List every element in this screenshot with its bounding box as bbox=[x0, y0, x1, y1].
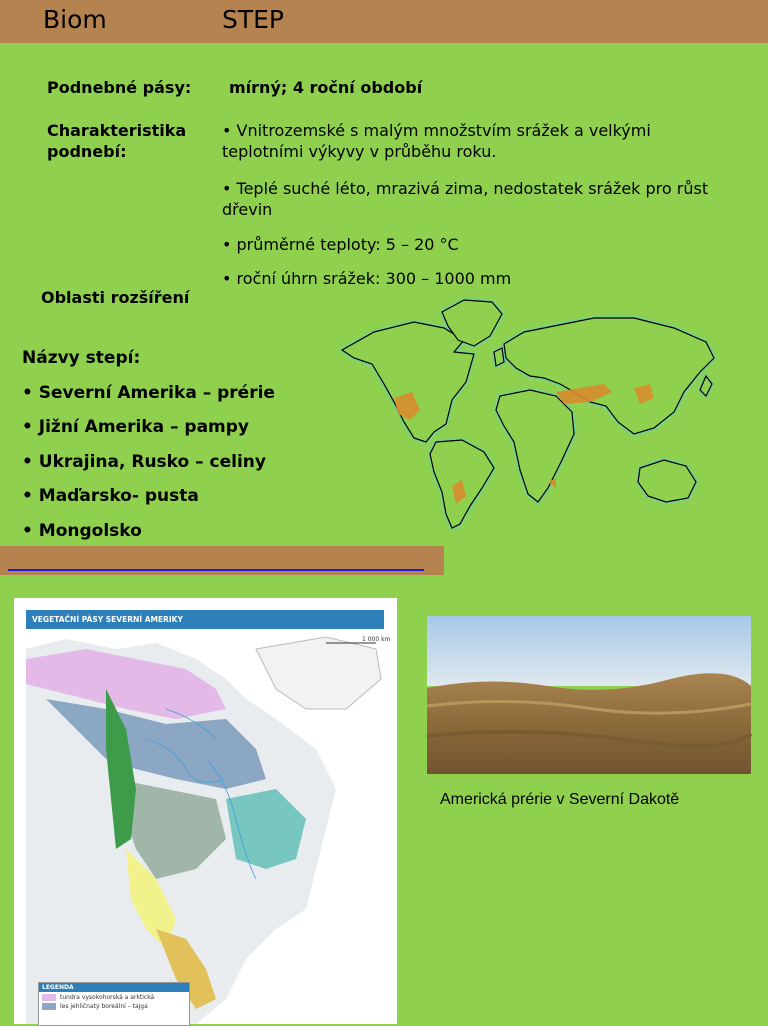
vegetation-map-image bbox=[26, 629, 391, 1024]
list-item: • Severní Amerika – prérie bbox=[22, 382, 275, 403]
photo-caption: Americká prérie v Severní Dakotě bbox=[440, 791, 680, 808]
link-underline[interactable] bbox=[8, 569, 424, 571]
climate-item: • průměrné teploty: 5 – 20 °C bbox=[222, 235, 459, 254]
legend-item: les jehličnatý boreální – tajga bbox=[42, 1003, 186, 1010]
list-item: • Maďarsko- pusta bbox=[22, 486, 199, 506]
climate-label: Charakteristika podnebí: bbox=[47, 121, 187, 161]
list-item: • Ukrajina, Rusko – celiny bbox=[22, 451, 266, 472]
steppe-names-list bbox=[22, 348, 275, 555]
list-item: • Jižní Amerika – pampy bbox=[22, 417, 250, 437]
prairie-photo bbox=[427, 616, 751, 774]
climate-item: • Teplé suché léto, mrazivá zima, nedostatek srážek pro růst dřevin bbox=[222, 179, 709, 219]
title-label: Biom bbox=[43, 5, 107, 34]
map-legend bbox=[38, 982, 190, 1026]
vegetation-map bbox=[14, 598, 397, 1024]
legend-title: LEGENDA bbox=[39, 983, 189, 992]
list-item: • Mongolsko bbox=[22, 520, 142, 541]
regions-label: Oblasti rozšíření bbox=[41, 288, 190, 307]
map-scale: 1 000 km bbox=[362, 636, 391, 643]
climate-item: • Vnitrozemské s malým množstvím srážek a velkými teplotními výkyvy v průběhu roku. bbox=[222, 121, 651, 161]
vegetation-map-title: VEGETAČNÍ PÁSY SEVERNÍ AMERIKY bbox=[26, 610, 384, 629]
climate-zones-label: Podnebné pásy: bbox=[47, 78, 192, 97]
climate-item: • roční úhrn srážek: 300 – 1000 mm bbox=[222, 269, 512, 288]
legend-item: tundra vysokohorská a arktická bbox=[42, 994, 186, 1001]
climate-zones-value: mírný; 4 roční období bbox=[229, 78, 423, 97]
title-value: STEP bbox=[222, 5, 285, 34]
title-bar bbox=[0, 0, 768, 43]
world-map bbox=[334, 292, 734, 532]
steppe-names-title: Názvy stepí: bbox=[22, 348, 141, 368]
